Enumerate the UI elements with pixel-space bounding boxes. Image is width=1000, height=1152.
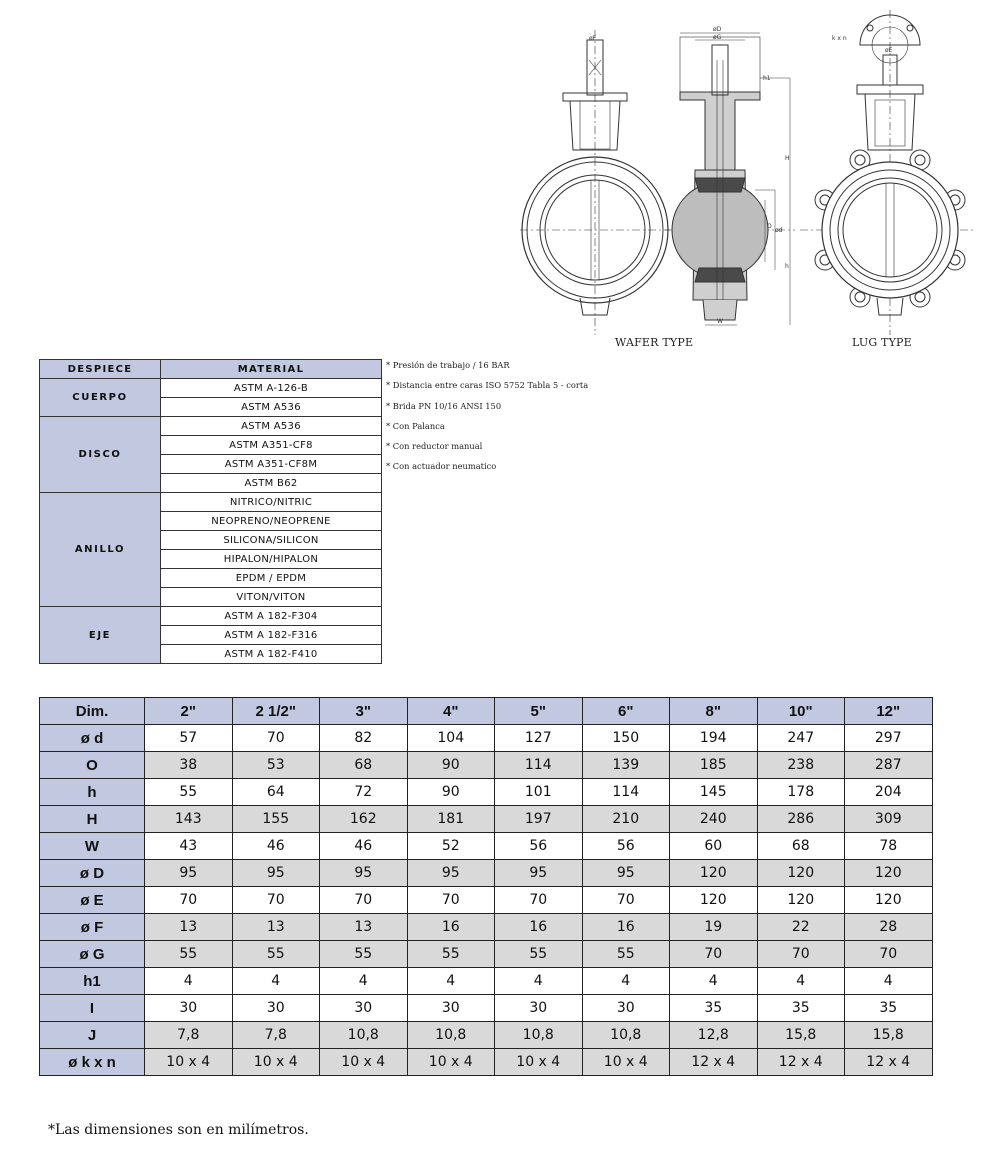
dimension-value: 30 [232, 995, 320, 1022]
header-size: 12" [845, 698, 933, 725]
dimension-label: ø d [40, 725, 145, 752]
dimension-value: 70 [670, 941, 758, 968]
lug-type-caption: LUG TYPE [852, 336, 912, 349]
dimension-value: 70 [145, 887, 233, 914]
dimension-value: 4 [845, 968, 933, 995]
note-item: * Brida PN 10/16 ANSI 150 [386, 400, 502, 411]
label-h: h [785, 263, 789, 270]
dimension-value: 143 [145, 806, 233, 833]
dimensions-row [40, 860, 933, 887]
header-size: 10" [757, 698, 845, 725]
dimension-value: 55 [320, 941, 408, 968]
material-cell: ASTM A351-CF8M [161, 455, 382, 474]
dimension-value: 95 [495, 860, 583, 887]
dimension-value: 16 [407, 914, 495, 941]
dimension-value: 4 [232, 968, 320, 995]
dimension-value: 10 x 4 [320, 1049, 408, 1076]
dimension-value: 238 [757, 752, 845, 779]
dimension-value: 70 [495, 887, 583, 914]
material-cell: SILICONA/SILICON [161, 531, 382, 550]
dimension-label: I [40, 995, 145, 1022]
part-anillo: ANILLO [40, 493, 161, 607]
dimensions-body [40, 725, 933, 1076]
wafer-front-view [520, 30, 670, 335]
dimension-value: 55 [145, 779, 233, 806]
dimension-value: 95 [582, 860, 670, 887]
material-cell: NEOPRENO/NEOPRENE [161, 512, 382, 531]
dimension-value: 35 [845, 995, 933, 1022]
dimension-value: 127 [495, 725, 583, 752]
lug-front-view [800, 10, 975, 335]
dimension-label: H [40, 806, 145, 833]
material-row [40, 379, 382, 398]
valve-drawing-svg [505, 0, 1000, 360]
dimension-value: 13 [320, 914, 408, 941]
note-item: * Presión de trabajo / 16 BAR [386, 360, 510, 370]
dimension-value: 10 x 4 [232, 1049, 320, 1076]
dimension-value: 247 [757, 725, 845, 752]
dimension-value: 38 [145, 752, 233, 779]
dimension-value: 28 [845, 914, 933, 941]
header-size: 6" [582, 698, 670, 725]
dimension-label: ø F [40, 914, 145, 941]
dimension-value: 30 [495, 995, 583, 1022]
dimension-value: 12 x 4 [845, 1049, 933, 1076]
dimension-value: 104 [407, 725, 495, 752]
dimension-value: 55 [232, 941, 320, 968]
dimension-value: 4 [495, 968, 583, 995]
dimension-value: 287 [845, 752, 933, 779]
dimension-value: 55 [407, 941, 495, 968]
dimensions-table [39, 697, 933, 1076]
wafer-type-caption: WAFER TYPE [615, 336, 694, 349]
header-size: 3" [320, 698, 408, 725]
dimension-value: 70 [232, 887, 320, 914]
dimensions-row [40, 995, 933, 1022]
dimension-value: 30 [407, 995, 495, 1022]
dimension-value: 78 [845, 833, 933, 860]
material-cell: ASTM A 182-F316 [161, 626, 382, 645]
material-cell: ASTM A536 [161, 417, 382, 436]
header-despiece: DESPIECE [40, 360, 161, 379]
label-W: W [717, 318, 723, 325]
dimension-value: 120 [670, 887, 758, 914]
spec-notes [386, 358, 588, 480]
material-cell: ASTM A 182-F304 [161, 607, 382, 626]
dimension-value: 68 [320, 752, 408, 779]
dimension-value: 15,8 [757, 1022, 845, 1049]
dimension-label: ø D [40, 860, 145, 887]
dimension-label: ø G [40, 941, 145, 968]
label-phi-d-small: ød [775, 227, 783, 234]
dimension-value: 12,8 [670, 1022, 758, 1049]
material-cell: ASTM A 182-F410 [161, 645, 382, 664]
dimension-value: 204 [845, 779, 933, 806]
dimension-value: 22 [757, 914, 845, 941]
dimension-value: 90 [407, 752, 495, 779]
material-row [40, 607, 382, 626]
part-cuerpo: CUERPO [40, 379, 161, 417]
dimension-value: 19 [670, 914, 758, 941]
dimension-value: 10 x 4 [495, 1049, 583, 1076]
dimensions-row [40, 1049, 933, 1076]
dimension-value: 56 [582, 833, 670, 860]
dimension-label: h [40, 779, 145, 806]
dimension-value: 139 [582, 752, 670, 779]
dimension-value: 10 x 4 [145, 1049, 233, 1076]
dimension-label: ø k x n [40, 1049, 145, 1076]
label-phi-d: øD [713, 26, 722, 33]
note-item: * Con Palanca [386, 420, 445, 431]
dimension-value: 56 [495, 833, 583, 860]
dimension-value: 12 x 4 [757, 1049, 845, 1076]
dimension-value: 4 [145, 968, 233, 995]
header-material: MATERIAL [161, 360, 382, 379]
dimension-value: 10 x 4 [582, 1049, 670, 1076]
dimension-value: 55 [582, 941, 670, 968]
part-eje: EJE [40, 607, 161, 664]
dimension-value: 10,8 [582, 1022, 670, 1049]
dimension-label: O [40, 752, 145, 779]
label-phi-g: øG [713, 34, 722, 41]
dimension-label: ø E [40, 887, 145, 914]
dimension-value: 10,8 [320, 1022, 408, 1049]
dimension-value: 46 [232, 833, 320, 860]
dimension-value: 150 [582, 725, 670, 752]
dimension-value: 70 [757, 941, 845, 968]
dimension-value: 53 [232, 752, 320, 779]
dimension-value: 46 [320, 833, 408, 860]
dimension-value: 4 [757, 968, 845, 995]
dimension-value: 114 [495, 752, 583, 779]
header-size: 8" [670, 698, 758, 725]
dimensions-header-row [40, 698, 933, 725]
dimension-value: 72 [320, 779, 408, 806]
header-size: 4" [407, 698, 495, 725]
dimension-value: 70 [582, 887, 670, 914]
dimension-value: 16 [495, 914, 583, 941]
dimension-value: 120 [757, 887, 845, 914]
footnote: *Las dimensiones son en milímetros. [48, 1122, 309, 1138]
dimension-label: W [40, 833, 145, 860]
valve-drawings [505, 0, 1000, 360]
dimensions-row [40, 752, 933, 779]
dimension-value: 240 [670, 806, 758, 833]
label-phi-e: øE [885, 47, 893, 54]
dimension-value: 70 [232, 725, 320, 752]
dimension-value: 120 [670, 860, 758, 887]
dimensions-row [40, 779, 933, 806]
dimension-value: 120 [845, 887, 933, 914]
dimension-value: 43 [145, 833, 233, 860]
dimension-value: 15,8 [845, 1022, 933, 1049]
material-table [39, 359, 382, 664]
dimensions-row [40, 725, 933, 752]
dimension-value: 7,8 [232, 1022, 320, 1049]
dimensions-row [40, 968, 933, 995]
header-size: 5" [495, 698, 583, 725]
dimension-value: 178 [757, 779, 845, 806]
dimension-value: 95 [145, 860, 233, 887]
label-H: H [785, 155, 790, 162]
dimension-value: 120 [757, 860, 845, 887]
dimension-value: 286 [757, 806, 845, 833]
dimension-value: 55 [495, 941, 583, 968]
wafer-side-view [665, 26, 795, 325]
material-table-header [40, 360, 382, 379]
label-kxn: k x n [832, 35, 847, 42]
dimension-value: 90 [407, 779, 495, 806]
dimension-value: 70 [320, 887, 408, 914]
dimension-value: 194 [670, 725, 758, 752]
dimension-value: 64 [232, 779, 320, 806]
dimension-value: 30 [320, 995, 408, 1022]
material-cell: EPDM / EPDM [161, 569, 382, 588]
material-cell: ASTM A-126-B [161, 379, 382, 398]
dimension-value: 4 [582, 968, 670, 995]
dimension-value: 101 [495, 779, 583, 806]
material-cell: ASTM A351-CF8 [161, 436, 382, 455]
material-cell: ASTM A536 [161, 398, 382, 417]
dimension-value: 4 [407, 968, 495, 995]
dimensions-row [40, 833, 933, 860]
dimension-value: 162 [320, 806, 408, 833]
dimension-value: 10 x 4 [407, 1049, 495, 1076]
dimension-value: 13 [145, 914, 233, 941]
dimension-value: 30 [582, 995, 670, 1022]
dimension-value: 82 [320, 725, 408, 752]
material-cell: HIPALON/HIPALON [161, 550, 382, 569]
dimension-value: 145 [670, 779, 758, 806]
dimension-value: 52 [407, 833, 495, 860]
dimension-value: 35 [670, 995, 758, 1022]
dimensions-row [40, 887, 933, 914]
dimension-value: 210 [582, 806, 670, 833]
dimension-value: 181 [407, 806, 495, 833]
dimension-value: 185 [670, 752, 758, 779]
label-phi-f: øF [589, 35, 597, 42]
note-item: * Con actuador neumatico [386, 461, 497, 472]
header-size: 2" [145, 698, 233, 725]
dimension-value: 10,8 [407, 1022, 495, 1049]
material-cell: NITRICO/NITRIC [161, 493, 382, 512]
dimension-value: 10,8 [495, 1022, 583, 1049]
dimension-value: 4 [670, 968, 758, 995]
dimension-value: 120 [845, 860, 933, 887]
label-h1: h1 [763, 75, 771, 82]
note-item: * Con reductor manual [386, 441, 483, 452]
dimension-value: 95 [407, 860, 495, 887]
dimension-value: 57 [145, 725, 233, 752]
dimension-value: 7,8 [145, 1022, 233, 1049]
dimension-value: 30 [145, 995, 233, 1022]
dimension-value: 60 [670, 833, 758, 860]
header-size: 2 1/2" [232, 698, 320, 725]
dimension-label: J [40, 1022, 145, 1049]
dimension-value: 12 x 4 [670, 1049, 758, 1076]
dimension-value: 70 [845, 941, 933, 968]
dimension-value: 309 [845, 806, 933, 833]
dimensions-row [40, 1022, 933, 1049]
dimensions-row [40, 941, 933, 968]
note-item: * Distancia entre caras ISO 5752 Tabla 5 - corta [386, 380, 589, 391]
dimension-label: h1 [40, 968, 145, 995]
material-row [40, 417, 382, 436]
dimension-value: 68 [757, 833, 845, 860]
part-disco: DISCO [40, 417, 161, 493]
material-cell: ASTM B62 [161, 474, 382, 493]
dimension-value: 16 [582, 914, 670, 941]
dimensions-row [40, 806, 933, 833]
dimension-value: 114 [582, 779, 670, 806]
header-dim: Dim. [40, 698, 145, 725]
dimension-value: 297 [845, 725, 933, 752]
label-O: O [767, 223, 772, 230]
dimensions-row [40, 914, 933, 941]
dimension-value: 95 [232, 860, 320, 887]
dimension-value: 13 [232, 914, 320, 941]
dimension-value: 55 [145, 941, 233, 968]
dimension-value: 197 [495, 806, 583, 833]
dimension-value: 4 [320, 968, 408, 995]
dimension-value: 35 [757, 995, 845, 1022]
material-cell: VITON/VITON [161, 588, 382, 607]
dimension-value: 70 [407, 887, 495, 914]
dimension-value: 95 [320, 860, 408, 887]
dimension-value: 155 [232, 806, 320, 833]
material-row [40, 493, 382, 512]
